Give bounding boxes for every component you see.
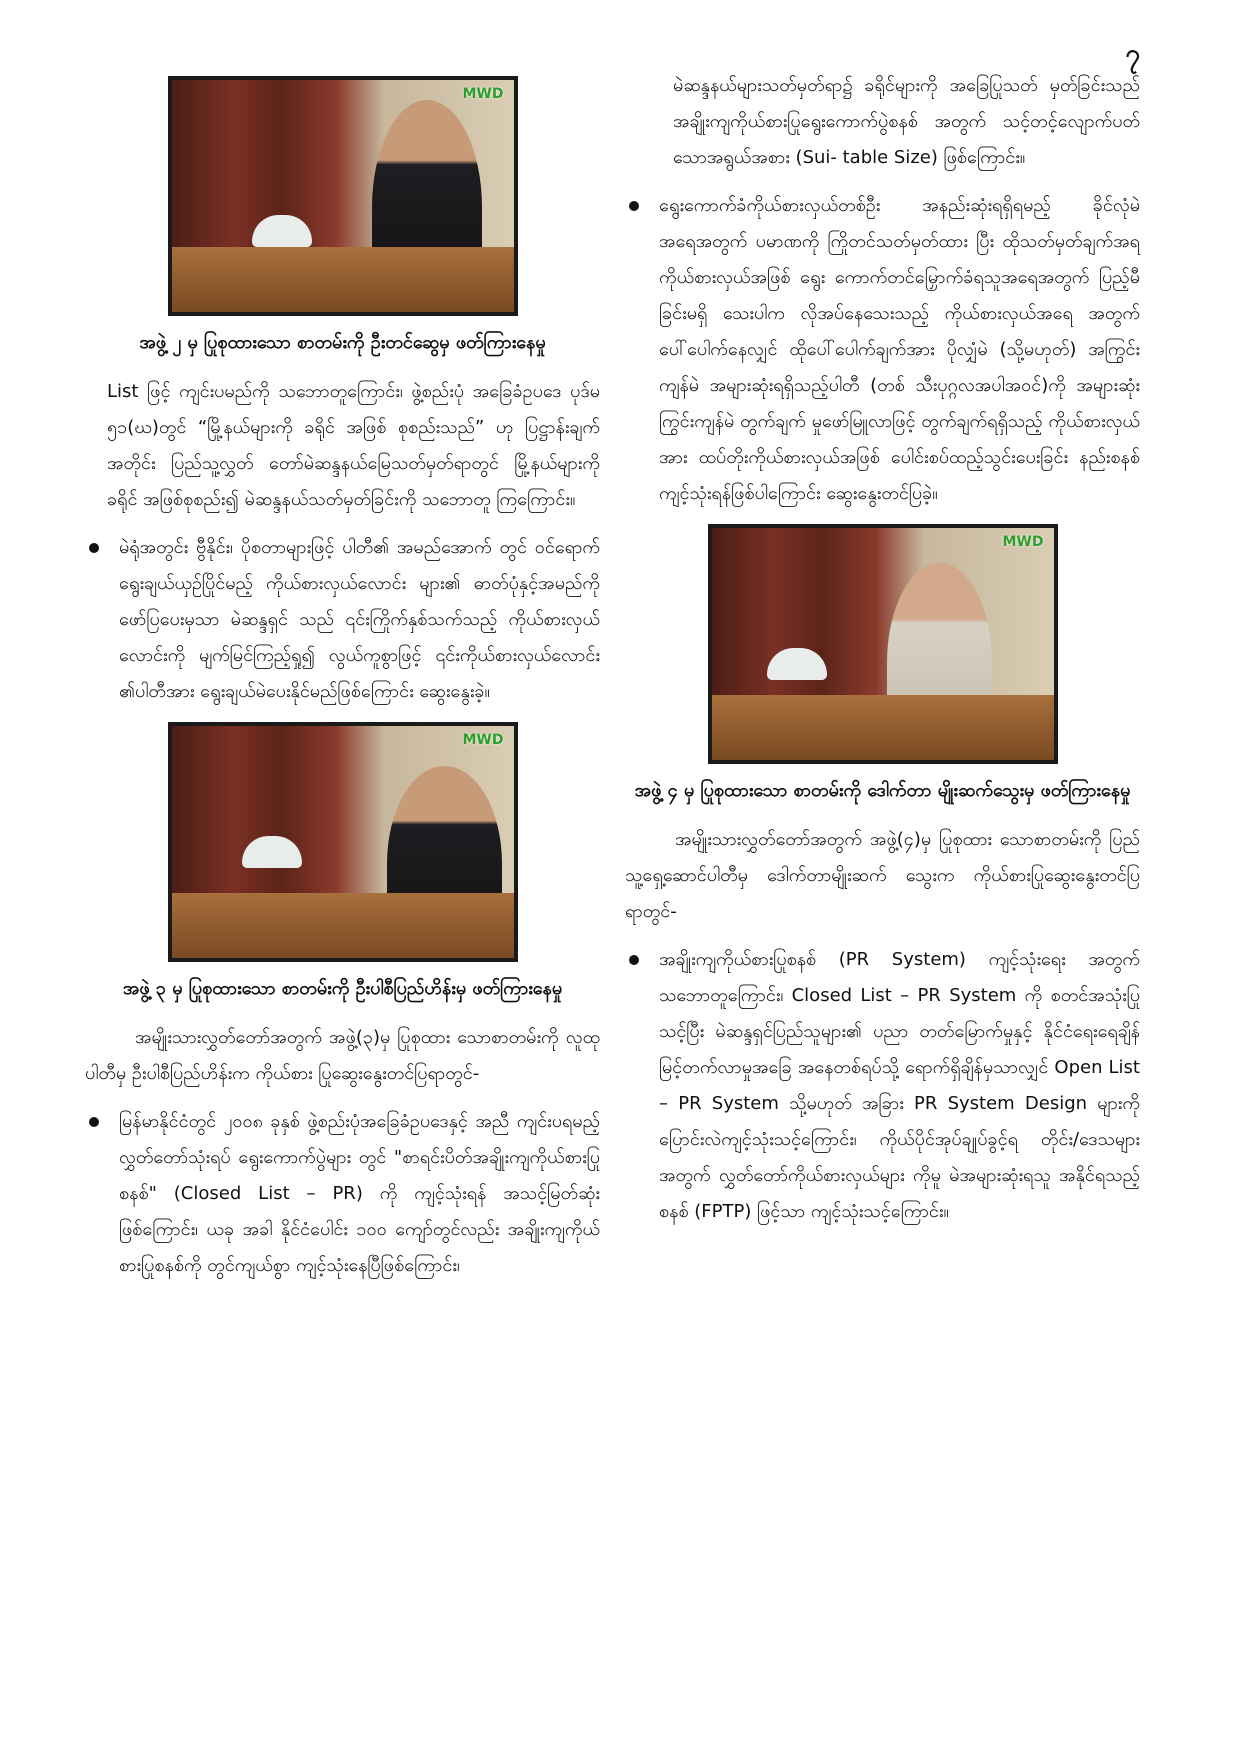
channel-logo: MWD [1002, 534, 1044, 550]
paragraph-suitable-size: မဲဆန္ဒနယ်များသတ်မှတ်ရာ၌ ခရိုင်များကို အခြေပြုသတ် မှတ်ခြင်းသည် အချိုးကျကိုယ်စားပြုရွေးကောက်ပွဲစနစ် အတွက် သင့်တင့်လျောက်ပတ်သောအရွယ်အစား (Sui- table Size) ဖြစ်ကြောင်း။ [673, 75, 1140, 168]
bullet-item [625, 188, 1140, 512]
bullet-list-1 [85, 530, 600, 710]
caption-photo-1: အဖွဲ့ ၂ မှ ပြုစုထားသော စာတမ်းကို ဦးတင်ဆွေမှ ဖတ်ကြားနေမှု [139, 332, 546, 353]
bullet-text: မြန်မာနိုင်ငံတွင် ၂၀၀၈ ခုနှစ် ဖွဲ့စည်းပုံအခြေခံဥပဒေနှင့် အညီ ကျင်းပရမည့် လွှတ်တော်သုံးရပ် ရွေးကောက်ပွဲများ တွင် "စာရင်းပိတ်အချိုးကျကိုယ်စားပြုစနစ်" (Closed List – PR) ကို ကျင့်သုံးရန် အသင့်မြတ်ဆုံးဖြစ်ကြောင်း၊ ယခု အခါ နိုင်ငံပေါင်း ၁၀၀ ကျော်တွင်လည်း အချိုးကျကိုယ် စားပြုစနစ်ကို တွင်ကျယ်စွာ ကျင့်သုံးနေပြီဖြစ်ကြောင်း၊ [119, 1111, 600, 1276]
page-number: ၇ [1125, 39, 1140, 69]
bullet-dot [89, 543, 99, 553]
bullet-item [625, 942, 1140, 1230]
podium [172, 247, 514, 312]
photo-speaker-group2 [168, 76, 518, 316]
paragraph-list-continuation: List ဖြင့် ကျင်းပမည်ကို သဘောတူကြောင်း၊ ဖွဲ့စည်းပုံ အခြေခံဥပဒေ ပုဒ်မ ၅၁(ဃ)တွင် “မြို့နယ်များကို ခရိုင် အဖြစ် စုစည်းသည်” ဟု ပြဋ္ဌာန်းချက်အတိုင်း ပြည်သူ့လွှတ် တော်မဲဆန္ဒနယ်မြေသတ်မှတ်ရာတွင် မြို့နယ်များကို ခရိုင် အဖြစ်စုစည်း၍ မဲဆန္ဒနယ်သတ်မှတ်ခြင်းကို သဘောတူ ကြကြောင်း။ [107, 381, 600, 510]
caption-photo-2: အဖွဲ့ ၃ မှ ပြုစုထားသော စာတမ်းကို ဦးပါစီပြည်ဟိန်းမှ ဖတ်ကြားနေမှု [122, 978, 563, 999]
paragraph-group3-intro: အမျိုးသားလွှတ်တော်အတွက် အဖွဲ့(၃)မှ ပြုစုထား သောစာတမ်းကို လူထုပါတီမှ ဦးပါစီပြည်ဟိန်းက ကိုယ်စား ပြုဆွေးနွေးတင်ပြရာတွင်- [85, 1027, 600, 1084]
bullet-dot [89, 1117, 99, 1127]
bullet-text: မဲရုံအတွင်း ဗွီနိုင်း၊ ပိုစတာများဖြင့် ပါတီ၏ အမည်အောက် တွင် ဝင်ရောက်ရွေးချယ်ယှဉ်ပြိုင်မည့် ကိုယ်စားလှယ်လောင်း များ၏ ဓာတ်ပုံနှင့်အမည်ကို ဖော်ပြပေးမှသာ မဲဆန္ဒရှင် သည် ၎င်းကြိုက်နှစ်သက်သည့် ကိုယ်စားလှယ်လောင်းကို မျက်မြင်ကြည့်ရှု၍ လွယ်ကူစွာဖြင့် ၎င်းကိုယ်စားလှယ်လောင်း ၏ပါတီအား ရွေးချယ်မဲပေးနိုင်မည်ဖြစ်ကြောင်း ဆွေးနွေးခဲ့။ [119, 537, 600, 702]
bullet-text: ရွေးကောက်ခံကိုယ်စားလှယ်တစ်ဦး အနည်းဆုံးရရှိရမည့် ခိုင်လုံမဲအရေအတွက် ပမာဏကို ကြိုတင်သတ်မှတ်ထား ပြီး ထိုသတ်မှတ်ချက်အရ ကိုယ်စားလှယ်အဖြစ် ရွေး ကောက်တင်မြှောက်ခံရသူအရေအတွက် ပြည့်မီခြင်းမရှိ သေးပါက လိုအပ်နေသေးသည့် ကိုယ်စားလှယ်အရေ အတွက် ပေါ်ပေါက်နေလျှင် ထိုပေါ်ပေါက်ချက်အား ပိုလျှံမဲ (သို့မဟုတ်) အကြွင်းကျန်မဲ အများဆုံးရရှိသည့်ပါတီ (တစ် သီးပုဂ္ဂလအပါအဝင်)ကို အများဆုံးကြွင်းကျန်မဲ တွက်ချက် မှုဖော်မြူလာဖြင့် တွက်ချက်ရရှိသည့် ကိုယ်စားလှယ်အား ထပ်တိုးကိုယ်စားလှယ်အဖြစ် ပေါင်းစပ်ထည့်သွင်းပေးခြင်း နည်းစနစ်ကျင့်သုံးရန်ဖြစ်ပါကြောင်း ဆွေးနွေးတင်ပြခဲ့။ [659, 195, 1140, 504]
photo-speaker-group4 [708, 524, 1058, 764]
bullet-text: အချိုးကျကိုယ်စားပြုစနစ် (PR System) ကျင့်သုံးရေး အတွက် သဘောတူကြောင်း၊ Closed List – PR System ကို စတင်အသုံးပြုသင့်ပြီး မဲဆန္ဒရှင်ပြည်သူများ၏ ပညာ တတ်မြောက်မှုနှင့် နိုင်ငံရေးရေချိန်မြင့်တက်လာမှုအခြေ အနေတစ်ရပ်သို့ ရောက်ရှိချိန်မှသာလျှင် Open List – PR System သို့မဟုတ် အခြား PR System Design များကို ပြောင်းလဲကျင့်သုံးသင့်ကြောင်း၊ ကိုယ်ပိုင်အုပ်ချုပ်ခွင့်ရ တိုင်း/ဒေသများအတွက် လွှတ်တော်ကိုယ်စားလှယ်များ ကိုမူ မဲအများဆုံးရသူ အနိုင်ရသည့်စနစ် (FPTP) ဖြင့်သာ ကျင့်သုံးသင့်ကြောင်း။ [659, 949, 1140, 1222]
channel-logo: MWD [462, 86, 504, 102]
bullet-list-3 [625, 188, 1140, 512]
podium [172, 893, 514, 958]
podium [712, 695, 1054, 760]
right-column [625, 60, 1140, 1242]
bullet-list-2 [85, 1104, 600, 1284]
bullet-item [85, 1104, 600, 1284]
bullet-item [85, 530, 600, 710]
channel-logo: MWD [462, 732, 504, 748]
left-column [85, 60, 600, 1296]
bullet-dot [629, 955, 639, 965]
bullet-list-4 [625, 942, 1140, 1230]
photo-speaker-group3 [168, 722, 518, 962]
bullet-dot [629, 201, 639, 211]
caption-photo-3: အဖွဲ့ ၄ မှ ပြုစုထားသော စာတမ်းကို ဒေါက်တာ မျိုးဆက်သွေးမှ ဖတ်ကြားနေမှု [634, 780, 1131, 801]
paragraph-group4-intro: အမျိုးသားလွှတ်တော်အတွက် အဖွဲ့(၄)မှ ပြုစုထား သောစာတမ်းကို ပြည်သူ့ရှေ့ဆောင်ပါတီမှ ဒေါက်တာမျိုးဆက် သွေးက ကိုယ်စားပြုဆွေးနွေးတင်ပြရာတွင်- [625, 829, 1140, 922]
